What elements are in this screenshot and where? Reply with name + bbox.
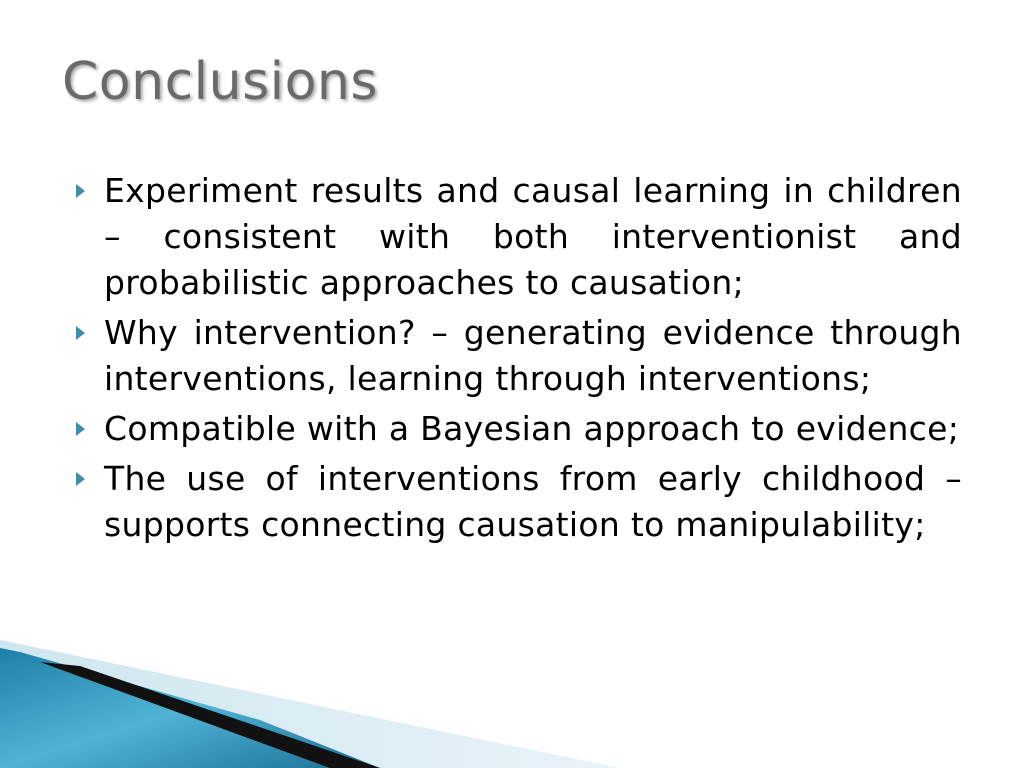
bullet-item (72, 456, 962, 548)
triangle-right-icon (76, 472, 85, 486)
decorative-swoosh (0, 600, 1024, 768)
triangle-right-icon (76, 422, 85, 436)
triangle-right-icon (76, 184, 85, 198)
bullet-text: Compatible with a Bayesian approach to evidence; (104, 409, 960, 448)
bullet-text: Experiment results and causal learning in children – consistent with both interventionist and probabilistic approaches to causation; (104, 171, 962, 302)
bullet-item (72, 310, 962, 402)
slide-title: Conclusions (62, 52, 378, 112)
bullet-text: Why intervention? – generating evidence through interventions, learning through interventions; (104, 313, 962, 398)
bullet-item (72, 168, 962, 306)
decor-blue-wave (0, 648, 380, 768)
decor-dark-stripe (40, 662, 380, 768)
bullet-list (72, 168, 962, 552)
bullet-text: The use of interventions from early childhood – supports connecting causation to manipulability; (104, 459, 962, 544)
triangle-right-icon (76, 326, 85, 340)
decor-light-band (0, 640, 620, 768)
bullet-item (72, 406, 962, 452)
